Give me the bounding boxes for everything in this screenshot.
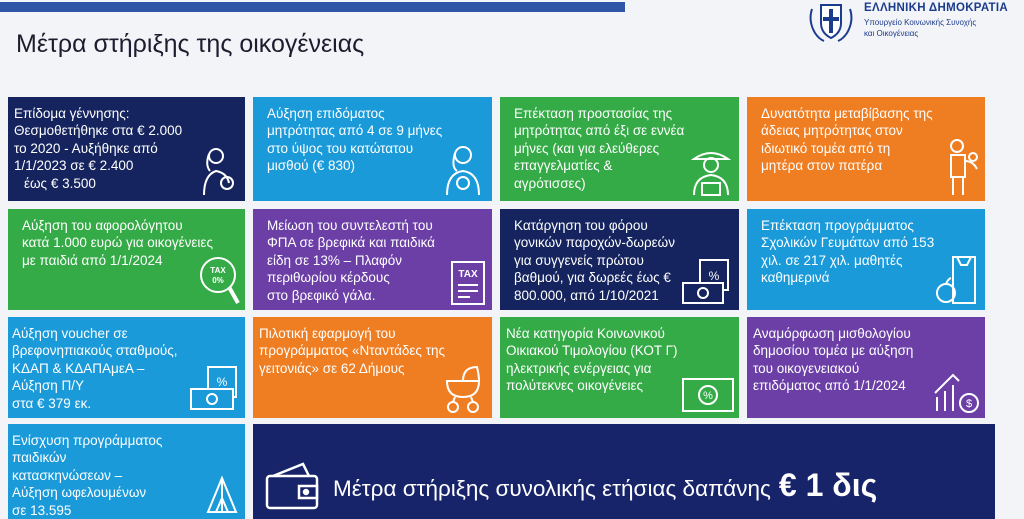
ministry-logo	[804, 0, 1024, 44]
tile-leave-transfer	[747, 97, 985, 201]
greek-emblem-icon	[806, 0, 856, 42]
logo-subtitle: Υπουργείο Κοινωνικής Συνοχής και Οικογένειας	[864, 18, 977, 38]
svg-text:%: %	[703, 390, 713, 402]
svg-text:TAX: TAX	[210, 266, 226, 275]
mother-baby-icon	[196, 145, 240, 197]
tile-text: Δυνατότητα μεταβίβασης της άδειας μητρότητας στον ιδιωτικό τομέα από τη μητέρα στον πατέρα	[761, 106, 933, 174]
tile-text: Αναμόρφωση μισθολογίου δημοσίου τομέα με αύξηση του οικογενειακού επιδόματος από 1/1/2024	[753, 326, 914, 394]
svg-text:$: $	[965, 398, 973, 410]
tile-public-salary-reform	[747, 317, 985, 418]
page-title: Μέτρα στήριξης της οικογένειας	[16, 30, 365, 58]
tile-text: Αύξηση επιδόματος μητρότητας από 4 σε 9 μήνες στο ύψος του κατώτατου μισθού (€ 830)	[267, 106, 443, 174]
svg-text:0%: 0%	[212, 276, 224, 285]
tent-icon	[204, 474, 240, 514]
tile-nursery-vouchers	[8, 317, 245, 418]
tile-text: Ενίσχυση προγράμματος παιδικών κατασκηνώσεων – Αύξηση ωφελουμένων σε 13.595	[12, 433, 163, 518]
tile-tax-free-allowance	[8, 209, 245, 310]
tile-maternity-extension	[500, 97, 739, 201]
summary-banner	[253, 424, 995, 519]
tile-text: Πιλοτική εφαρμογή του προγράμματος «Νταντάδες της γειτονιάς» σε 62 Δήμους	[259, 326, 446, 376]
father-child-icon	[943, 137, 981, 197]
tile-electricity-tariff	[500, 317, 739, 418]
logo-title: ΕΛΛΗΝΙΚΗ ΔΗΜΟΚΡΑΤΙΑ	[864, 2, 1008, 14]
lunch-bag-icon	[933, 251, 981, 307]
svg-text:TAX: TAX	[458, 269, 478, 280]
wallet-icon	[263, 460, 323, 512]
tile-text: Επέκταση προγράμματος Σχολικών Γευμάτων από 153 χιλ. σε 217 χιλ. μαθητές καθημερινά	[761, 218, 935, 286]
growth-coins-icon	[933, 371, 981, 415]
tile-gift-tax-abolition	[500, 209, 739, 310]
tile-maternity-allowance	[253, 97, 492, 201]
tile-text: Επέκταση προστασίας της μητρότητας από έξι σε εννέα μήνες (και για ελεύθερες επαγγελματίες & αγρότισσες)	[514, 106, 685, 191]
summary-text: Μέτρα στήριξης συνολικής ετήσιας δαπάνης € 1 δις	[333, 467, 878, 503]
tile-text: Αύξηση voucher σε βρεφονηπιακούς σταθμούς, ΚΔΑΠ & ΚΔΑΠΑμεΑ – Αύξηση Π/Υ στα € 379 εκ.	[12, 326, 178, 411]
tile-text: Μείωση του συντελεστή του ΦΠΑ σε βρεφικά και παιδικά είδη σε 13% – Πλαφόν περιθωρίου κέρδους στο βρεφικό γάλα.	[267, 218, 435, 303]
svg-text:%: %	[708, 269, 720, 283]
farmer-icon	[688, 145, 734, 197]
top-accent-bar	[0, 2, 625, 12]
summary-amount: € 1 δις	[778, 467, 878, 503]
mother-child-icon	[441, 143, 487, 197]
voucher-icon	[188, 365, 244, 413]
tile-text: Επίδομα γέννησης: Θεσμοθετήθηκε στα € 2.000 το 2020 - Αυξήθηκε από 1/1/2023 σε € 2.400 έως € 3.500	[14, 106, 183, 191]
tile-summer-camps	[8, 424, 245, 519]
money-bill-icon	[680, 375, 736, 415]
tile-birth-allowance	[8, 97, 245, 201]
tile-text: Κατάργηση του φόρου γονικών παροχών-δωρεών για συγγενείς πρώτου βαθμού, για δωρεές έως € 800.000, από 1/10/2021	[514, 218, 675, 303]
tile-text: Αύξηση του αφορολόγητου κατά 1.000 ευρώ για οικογένειες με παιδιά από 1/1/2024	[22, 218, 213, 268]
money-percent-icon	[680, 257, 736, 307]
tile-text: Νέα κατηγορία Κοινωνικού Οικιακού Τιμολογίου (ΚΟΤ Γ) ηλεκτρικής ενέργειας για πολύτεκνες οικογένειες	[506, 326, 678, 394]
tile-vat-reduction	[253, 209, 492, 310]
svg-text:%: %	[216, 375, 228, 389]
tax-magnifier-icon	[196, 253, 242, 307]
stroller-icon	[441, 361, 487, 415]
tile-nannies-program	[253, 317, 492, 418]
tile-school-meals	[747, 209, 985, 310]
tax-document-icon	[448, 259, 488, 307]
